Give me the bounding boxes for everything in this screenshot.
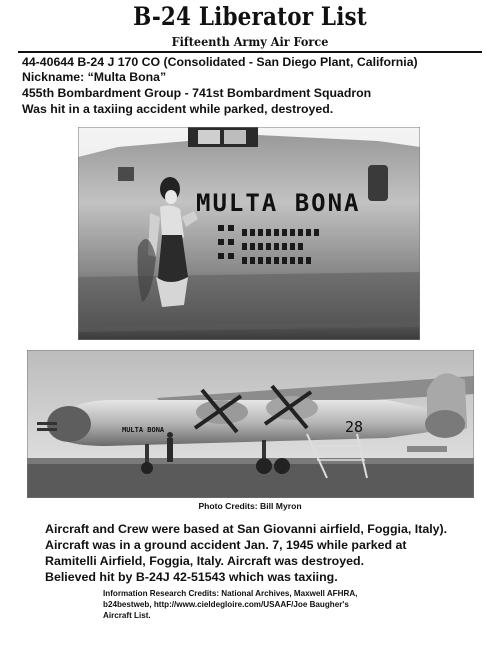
- serial-line: 44-40644 B-24 J 170 CO (Consolidated - San Diego Plant, California): [22, 55, 418, 69]
- aircraft-side-photo-image: [27, 350, 474, 498]
- description-line-2: Aircraft was in a ground accident Jan. 7, 1945 while parked at: [45, 538, 407, 552]
- nose-art-lettering: MULTA BONA: [196, 189, 361, 217]
- research-credit-line-3: Aircraft List.: [103, 611, 151, 620]
- nickname-line: Nickname: “Multa Bona”: [22, 70, 167, 84]
- unit-line: 455th Bombardment Group - 741st Bombardment Squadron: [22, 86, 372, 100]
- photo-credit: Photo Credits: Bill Myron: [198, 501, 302, 511]
- page-title: B-24 Liberator List: [133, 2, 367, 31]
- fate-line: Was hit in a taxiing accident while parked, destroyed.: [22, 102, 334, 116]
- page-subtitle: Fifteenth Army Air Force: [171, 34, 329, 49]
- nose-art-photo-image: [78, 127, 420, 340]
- description-line-3: Ramitelli Airfield, Foggia, Italy. Aircraft was destroyed.: [45, 554, 365, 568]
- title-divider: [18, 51, 482, 53]
- nose-art-photo: [78, 127, 420, 340]
- research-credit-line-2: b24bestweb, http://www.cieldegloire.com/USAAF/Joe Baugher's: [103, 600, 349, 609]
- description-line-1: Aircraft and Crew were based at San Giovanni airfield, Foggia, Italy).: [45, 522, 448, 536]
- tail-number: 28: [345, 418, 364, 436]
- side-nose-lettering: MULTA BONA: [122, 426, 165, 434]
- research-credit-line-1: Information Research Credits: National Archives, Maxwell AFHRA,: [103, 589, 358, 598]
- description-line-4: Believed hit by B-24J 42-51543 which was taxiing.: [45, 570, 338, 584]
- aircraft-side-photo: [27, 350, 474, 498]
